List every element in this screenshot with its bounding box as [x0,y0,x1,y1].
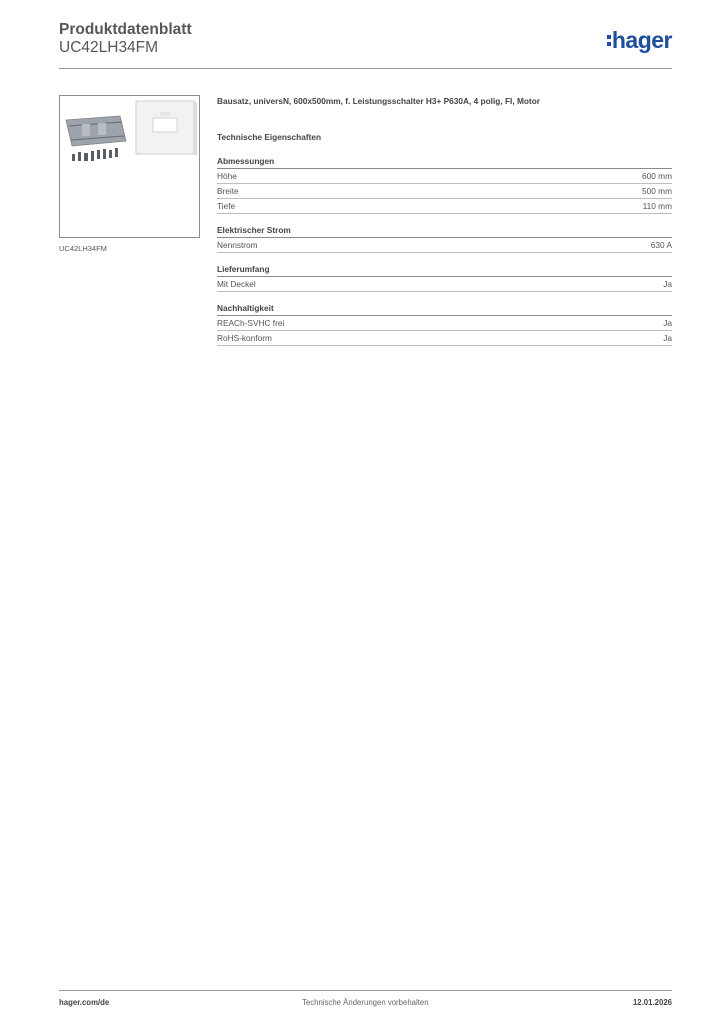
row-label: Höhe [217,171,237,181]
product-illustration [60,96,199,237]
row-value: 630 A [650,240,672,250]
row-value: 500 mm [642,186,672,196]
hager-logo [607,29,672,52]
group-title: Lieferumfang [217,263,672,277]
row-value: Ja [663,333,672,343]
properties-heading: Technische Eigenschaften [217,132,322,142]
table-row [217,331,672,346]
row-value: Ja [663,279,672,289]
row-label: RoHS-konform [217,333,272,343]
table-row [217,316,672,331]
row-value: Ja [663,318,672,328]
image-caption: UC42LH34FM [59,244,107,253]
header-divider [59,68,672,69]
row-value: 110 mm [642,201,672,211]
table-row [217,238,672,253]
logo-colon-icon [607,29,611,52]
group-title: Abmessungen [217,155,672,169]
row-label: REACh-SVHC frei [217,318,285,328]
logo-text: hager [611,27,672,53]
table-row [217,169,672,184]
page-title: Produktdatenblatt [59,21,192,38]
row-label: Tiefe [217,201,236,211]
table-row [217,277,672,292]
product-description: Bausatz, universN, 600x500mm, f. Leistungsschalter H3+ P630A, 4 polig, FI, Motor [217,96,540,106]
footer-notice: Technische Änderungen vorbehalten [302,998,429,1007]
property-group-sustainability [217,302,672,346]
row-label: Breite [217,186,239,196]
row-label: Mit Deckel [217,279,256,289]
group-title: Nachhaltigkeit [217,302,672,316]
row-label: Nennstrom [217,240,258,250]
product-image [59,95,200,238]
footer-divider [59,990,672,991]
product-details [217,94,672,356]
property-group-dimensions [217,155,672,214]
row-value: 600 mm [642,171,672,181]
footer-website-link[interactable]: hager.com/de [59,998,110,1007]
article-number: UC42LH34FM [59,39,159,56]
property-group-delivery [217,263,672,292]
group-title: Elektrischer Strom [217,224,672,238]
property-group-electrical [217,224,672,253]
table-row [217,199,672,214]
table-row [217,184,672,199]
footer-date: 12.01.2026 [632,998,672,1007]
